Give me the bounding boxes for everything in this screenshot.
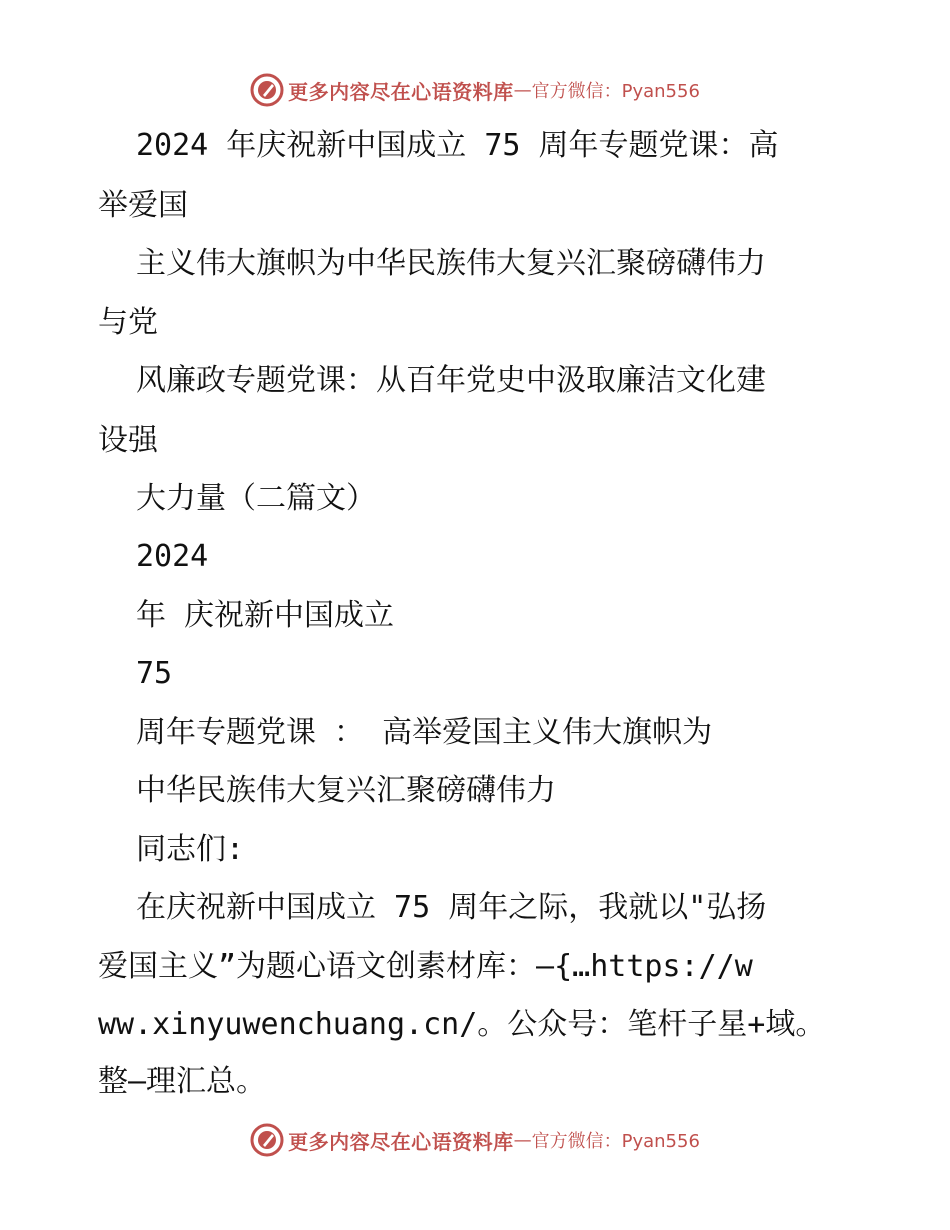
header-banner [0, 70, 950, 110]
text-line: 风廉政专题党课：从百年党史中汲取廉洁文化建 [136, 363, 766, 398]
text-line: 设强 [98, 423, 158, 458]
banner-contact-text: 官方微信：Pyan556 [531, 81, 700, 102]
banner-contact-text: 官方微信：Pyan556 [531, 1131, 700, 1152]
text-line: 主义伟大旗帜为中华民族伟大复兴汇聚磅礴伟力 [136, 246, 766, 281]
text-line: 75 [136, 656, 173, 691]
text-line: ww.xinyuwenchuang.cn/。公众号：笔杆子星+域。 [98, 1007, 826, 1042]
text-line: 年 庆祝新中国成立 [136, 598, 395, 633]
text-line: 与党 [98, 305, 158, 340]
text-line: 周年专题党课 ： 高举爱国主义伟大旗帜为 [136, 715, 713, 750]
pen-logo-icon [250, 73, 284, 107]
banner-site-text: 更多内容尽在心语资料库 [288, 79, 514, 104]
text-line: 大力量（二篇文） [136, 481, 376, 516]
text-line: 在庆祝新中国成立 75 周年之际，我就以"弘扬 [136, 890, 767, 925]
text-line: 中华民族伟大复兴汇聚磅礴伟力 [136, 773, 556, 808]
text-line: 同志们: [136, 832, 245, 867]
footer-banner [0, 1120, 950, 1160]
text-line: 整—理汇总。 [98, 1064, 267, 1099]
banner-site-text: 更多内容尽在心语资料库 [288, 1129, 514, 1154]
text-line: 爱国主义”为题心语文创素材库：—{…https://w [98, 949, 753, 984]
text-line: 举爱国 [98, 188, 188, 223]
banner-separator: — [513, 79, 532, 101]
text-line: 2024 [136, 539, 209, 574]
pen-logo-icon [250, 1123, 284, 1157]
banner-separator: — [513, 1129, 532, 1151]
text-line: 2024 年庆祝新中国成立 75 周年专题党课：高 [136, 128, 779, 163]
